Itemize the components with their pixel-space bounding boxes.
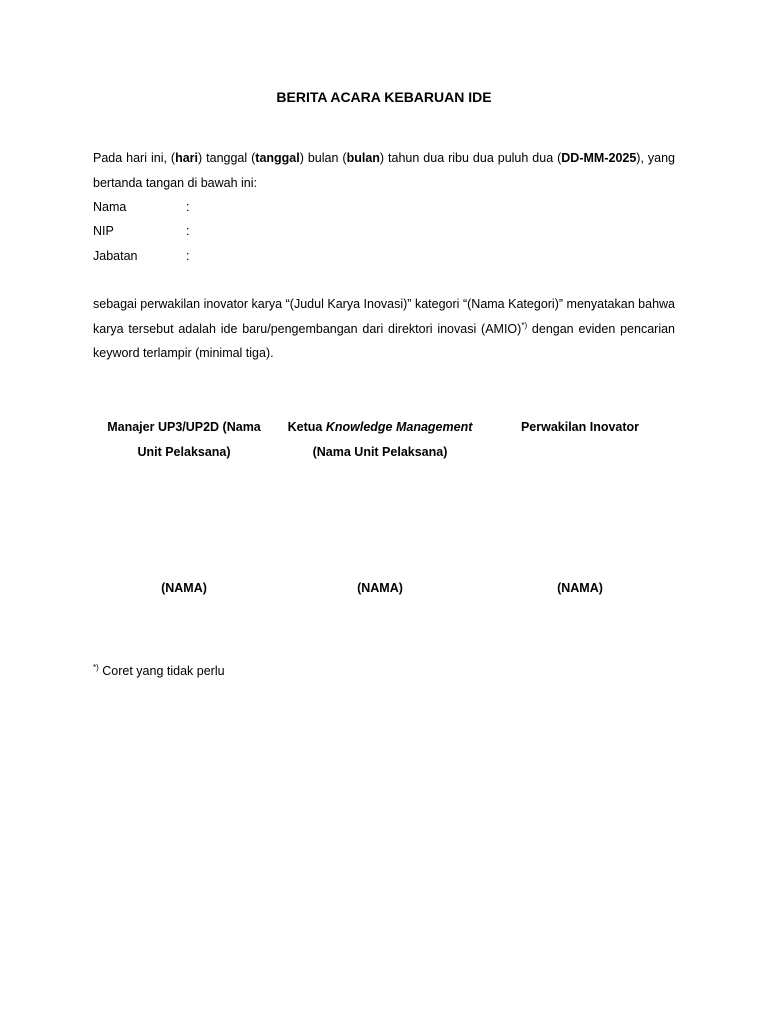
signatory-name-manajer: (NAMA) [161,581,207,595]
opening-text-1: Pada hari ini, ( [93,151,176,165]
field-label: Jabatan [93,249,138,263]
signatory-manajer [89,415,279,465]
statement-text-2: dengan eviden pencarian keyword terlampir (minimal tiga). [93,321,675,360]
date-placeholder: DD-MM-2025 [561,151,637,165]
signatory-title-line2: Unit Pelaksana) [137,445,231,459]
field-colon: : [186,200,190,214]
signatory-name-ketua-km: (NAMA) [357,581,403,595]
hari-placeholder: hari [175,151,199,165]
signatory-title-prefix: Ketua [287,420,326,434]
field-row-nip [93,219,198,244]
footnote-text: Coret yang tidak perlu [98,664,225,678]
field-row-nama [93,195,198,220]
statement-text-1: sebagai perwakilan inovator karya “(Judul Karya Inovasi)” kategori “(Nama Kategori)” menyatakan bahwa karya tersebut adalah ide baru/pengembangan dari direktori inovasi (AMIO) [93,297,675,336]
document-title: BERITA ACARA KEBARUAN IDE [276,89,492,105]
field-label: Nama [93,200,127,214]
signatory-name-perwakilan: (NAMA) [557,581,603,595]
signatory-title-line1: Manajer UP3/UP2D (Nama [107,420,261,434]
bulan-placeholder: bulan [346,151,380,165]
tanggal-placeholder: tanggal [255,151,300,165]
footnote-mark: *) [93,662,99,672]
opening-text-4: ) tahun dua ribu dua puluh dua ( [379,151,562,165]
statement-footnote-mark: *) [521,320,528,330]
field-colon: : [186,249,190,263]
signatory-title-line1: Perwakilan Inovator [520,420,640,434]
field-colon: : [186,224,190,238]
opening-text-5: ), yang bertanda tangan di bawah ini: [93,151,676,190]
opening-paragraph [93,146,675,195]
opening-text-2: ) tanggal ( [198,151,256,165]
field-row-jabatan [93,244,198,269]
footnote [93,659,225,683]
signatory-title-line2: (Nama Unit Pelaksana) [312,445,448,459]
signatory-title-line1 [285,415,475,440]
statement-paragraph [93,292,675,366]
signatory-perwakilan-inovator [485,415,675,440]
signatory-ketua-km [285,415,475,465]
opening-text-3: ) bulan ( [299,151,347,165]
signatory-title-italic: Knowledge Management [325,420,473,434]
field-label: NIP [93,224,114,238]
